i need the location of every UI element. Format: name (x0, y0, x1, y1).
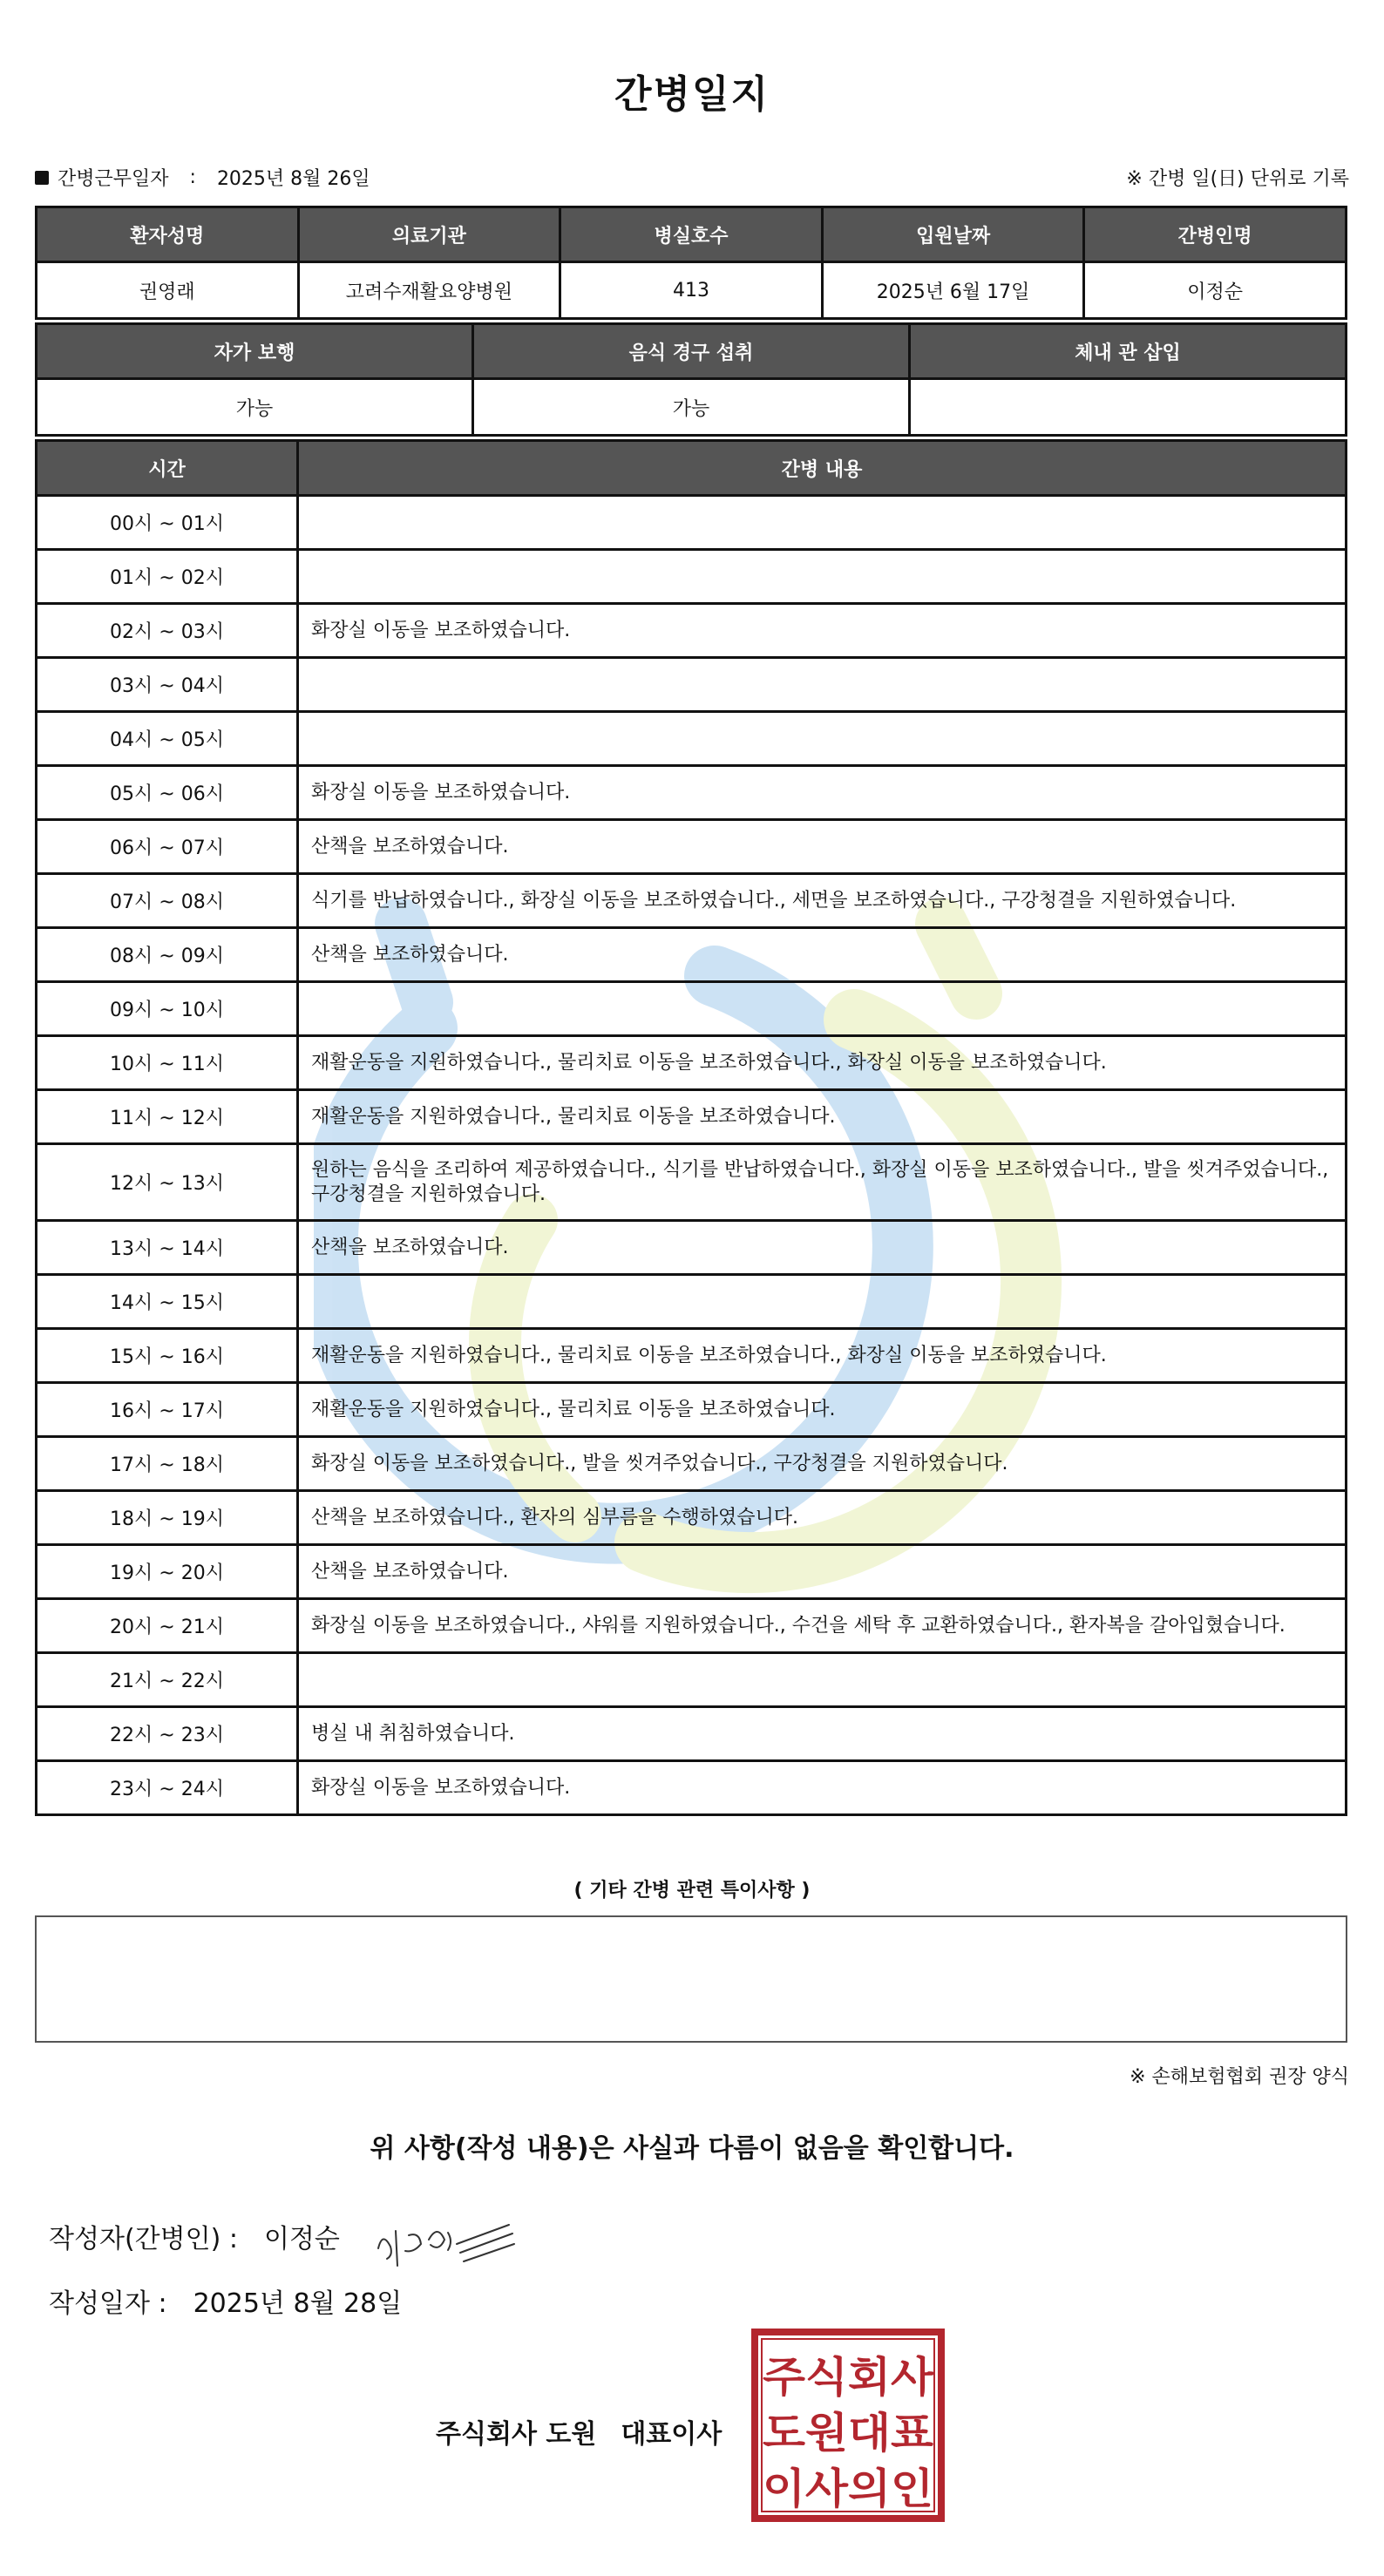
hospital-name: 고려수재활요양병원 (298, 262, 560, 319)
admission-date: 2025년 6월 17일 (822, 262, 1084, 319)
log-row (37, 1275, 1347, 1329)
form-source-note: ※ 손해보험협회 권장 양식 (1130, 2066, 1349, 2088)
log-content: 산책을 보조하였습니다. (298, 1545, 1347, 1599)
log-row (37, 496, 1347, 550)
log-row (37, 1599, 1347, 1653)
log-content: 산책을 보조하였습니다. (298, 1221, 1347, 1275)
unit-note: ※ 간병 일(日) 단위로 기록 (1126, 168, 1349, 190)
log-row (37, 712, 1347, 766)
header-admission-date: 입원날짜 (822, 207, 1084, 262)
log-row (37, 1545, 1347, 1599)
author-line (49, 2217, 340, 2255)
log-row (37, 1761, 1347, 1815)
log-time: 15시 ~ 16시 (37, 1329, 298, 1383)
log-row (37, 1653, 1347, 1707)
header-caregiver-name: 간병인명 (1084, 207, 1347, 262)
log-row (37, 658, 1347, 712)
header-patient-name: 환자성명 (37, 207, 299, 262)
log-time: 10시 ~ 11시 (37, 1036, 298, 1090)
log-row (37, 874, 1347, 928)
log-row (37, 1707, 1347, 1761)
log-time: 05시 ~ 06시 (37, 766, 298, 820)
log-row (37, 1383, 1347, 1437)
log-row (37, 982, 1347, 1036)
ability-value-row (37, 379, 1347, 436)
company-seal (751, 2329, 945, 2522)
remarks-box (35, 1915, 1347, 2043)
log-time: 04시 ~ 05시 (37, 712, 298, 766)
log-time: 09시 ~ 10시 (37, 982, 298, 1036)
log-content: 화장실 이동을 보조하였습니다., 샤워를 지원하였습니다., 수건을 세탁 후 교환하였습니다., 환자복을 갈아입혔습니다. (298, 1599, 1347, 1653)
oral-intake-value: 가능 (473, 379, 910, 436)
svg-text:이사의인: 이사의인 (763, 2464, 933, 2513)
log-row (37, 1491, 1347, 1545)
company-line (436, 2412, 722, 2451)
header-room: 병실호수 (560, 207, 823, 262)
log-content (298, 712, 1347, 766)
log-content (298, 1275, 1347, 1329)
svg-text:도원대표: 도원대표 (763, 2409, 934, 2457)
written-date-value: 2025년 8월 28일 (193, 2288, 403, 2319)
log-time: 14시 ~ 15시 (37, 1275, 298, 1329)
log-row (37, 928, 1347, 982)
log-time: 11시 ~ 12시 (37, 1090, 298, 1144)
log-content: 원하는 음식을 조리하여 제공하였습니다., 식기를 반납하였습니다., 화장실 이동을 보조하였습니다., 발을 씻겨주었습니다., 구강청결을 지원하였습니다. (298, 1144, 1347, 1221)
log-content: 재활운동을 지원하였습니다., 물리치료 이동을 보조하였습니다., 화장실 이동을 보조하였습니다. (298, 1036, 1347, 1090)
log-row (37, 1221, 1347, 1275)
log-row (37, 766, 1347, 820)
patient-ability-table (35, 322, 1347, 437)
representative-title: 대표이사 (621, 2419, 723, 2450)
log-content (298, 496, 1347, 550)
log-content (298, 1653, 1347, 1707)
caregiver-name: 이정순 (1084, 262, 1347, 319)
log-content: 병실 내 취침하였습니다. (298, 1707, 1347, 1761)
log-time: 07시 ~ 08시 (37, 874, 298, 928)
page-title: 간병일지 (614, 72, 770, 117)
header-hospital: 의료기관 (298, 207, 560, 262)
ability-header-row (37, 324, 1347, 379)
log-time: 16시 ~ 17시 (37, 1383, 298, 1437)
log-row (37, 604, 1347, 658)
log-header-row (37, 441, 1347, 496)
log-content: 식기를 반납하였습니다., 화장실 이동을 보조하였습니다., 세면을 보조하였습니다., 구강청결을 지원하였습니다. (298, 874, 1347, 928)
header-self-walking: 자가 보행 (37, 324, 473, 379)
log-time: 08시 ~ 09시 (37, 928, 298, 982)
care-log-table (35, 439, 1347, 1816)
log-time: 20시 ~ 21시 (37, 1599, 298, 1653)
log-time: 21시 ~ 22시 (37, 1653, 298, 1707)
log-time: 19시 ~ 20시 (37, 1545, 298, 1599)
patient-header-row (37, 207, 1347, 262)
log-content: 화장실 이동을 보조하였습니다. (298, 604, 1347, 658)
log-time: 02시 ~ 03시 (37, 604, 298, 658)
work-date-value: 2025년 8월 26일 (216, 168, 370, 190)
author-name: 이정순 (263, 2224, 340, 2254)
log-time: 22시 ~ 23시 (37, 1707, 298, 1761)
log-row (37, 550, 1347, 604)
company-name: 주식회사 도원 (436, 2419, 597, 2450)
patient-name: 권영래 (37, 262, 299, 319)
svg-text:주식회사: 주식회사 (763, 2353, 934, 2402)
log-content: 화장실 이동을 보조하였습니다. (298, 766, 1347, 820)
work-date (35, 164, 370, 191)
log-row (37, 1090, 1347, 1144)
log-row (37, 820, 1347, 874)
log-row (37, 1437, 1347, 1491)
log-time: 03시 ~ 04시 (37, 658, 298, 712)
log-content (298, 550, 1347, 604)
log-content (298, 982, 1347, 1036)
confirmation-statement: 위 사항(작성 내용)은 사실과 다름이 없음을 확인합니다. (370, 2133, 1014, 2164)
log-time: 17시 ~ 18시 (37, 1437, 298, 1491)
patient-info-table (35, 206, 1347, 320)
log-time: 23시 ~ 24시 (37, 1761, 298, 1815)
work-date-label: 간병근무일자 (58, 168, 169, 190)
colon: : (189, 166, 196, 188)
self-walking-value: 가능 (37, 379, 473, 436)
log-content: 재활운동을 지원하였습니다., 물리치료 이동을 보조하였습니다. (298, 1383, 1347, 1437)
patient-value-row (37, 262, 1347, 319)
log-content: 산책을 보조하였습니다. (298, 820, 1347, 874)
header-oral-intake: 음식 경구 섭취 (473, 324, 910, 379)
log-content: 산책을 보조하였습니다. (298, 928, 1347, 982)
log-content: 산책을 보조하였습니다., 환자의 심부름을 수행하였습니다. (298, 1491, 1347, 1545)
header-tube-insertion: 체내 관 삽입 (910, 324, 1347, 379)
log-row (37, 1036, 1347, 1090)
log-content: 재활운동을 지원하였습니다., 물리치료 이동을 보조하였습니다., 화장실 이동을 보조하였습니다. (298, 1329, 1347, 1383)
log-row (37, 1329, 1347, 1383)
log-time: 13시 ~ 14시 (37, 1221, 298, 1275)
log-body (37, 496, 1347, 1815)
log-content: 화장실 이동을 보조하였습니다., 발을 씻겨주었습니다., 구강청결을 지원하였습니다. (298, 1437, 1347, 1491)
log-time: 12시 ~ 13시 (37, 1144, 298, 1221)
log-time: 00시 ~ 01시 (37, 496, 298, 550)
header-care-content: 간병 내용 (298, 441, 1347, 496)
log-row (37, 1144, 1347, 1221)
tube-insertion-value (910, 379, 1347, 436)
log-time: 18시 ~ 19시 (37, 1491, 298, 1545)
square-bullet-icon (35, 171, 49, 185)
header-time: 시간 (37, 441, 298, 496)
log-content (298, 658, 1347, 712)
log-content: 화장실 이동을 보조하였습니다. (298, 1761, 1347, 1815)
room-number: 413 (560, 262, 823, 319)
log-time: 01시 ~ 02시 (37, 550, 298, 604)
handwritten-signature (370, 2205, 518, 2274)
written-date-line (49, 2281, 402, 2320)
remarks-title: ( 기타 간병 관련 특이사항 ) (573, 1880, 811, 1901)
written-date-label: 작성일자 : (49, 2288, 167, 2319)
log-time: 06시 ~ 07시 (37, 820, 298, 874)
log-content: 재활운동을 지원하였습니다., 물리치료 이동을 보조하였습니다. (298, 1090, 1347, 1144)
author-label: 작성자(간병인) : (49, 2224, 238, 2254)
